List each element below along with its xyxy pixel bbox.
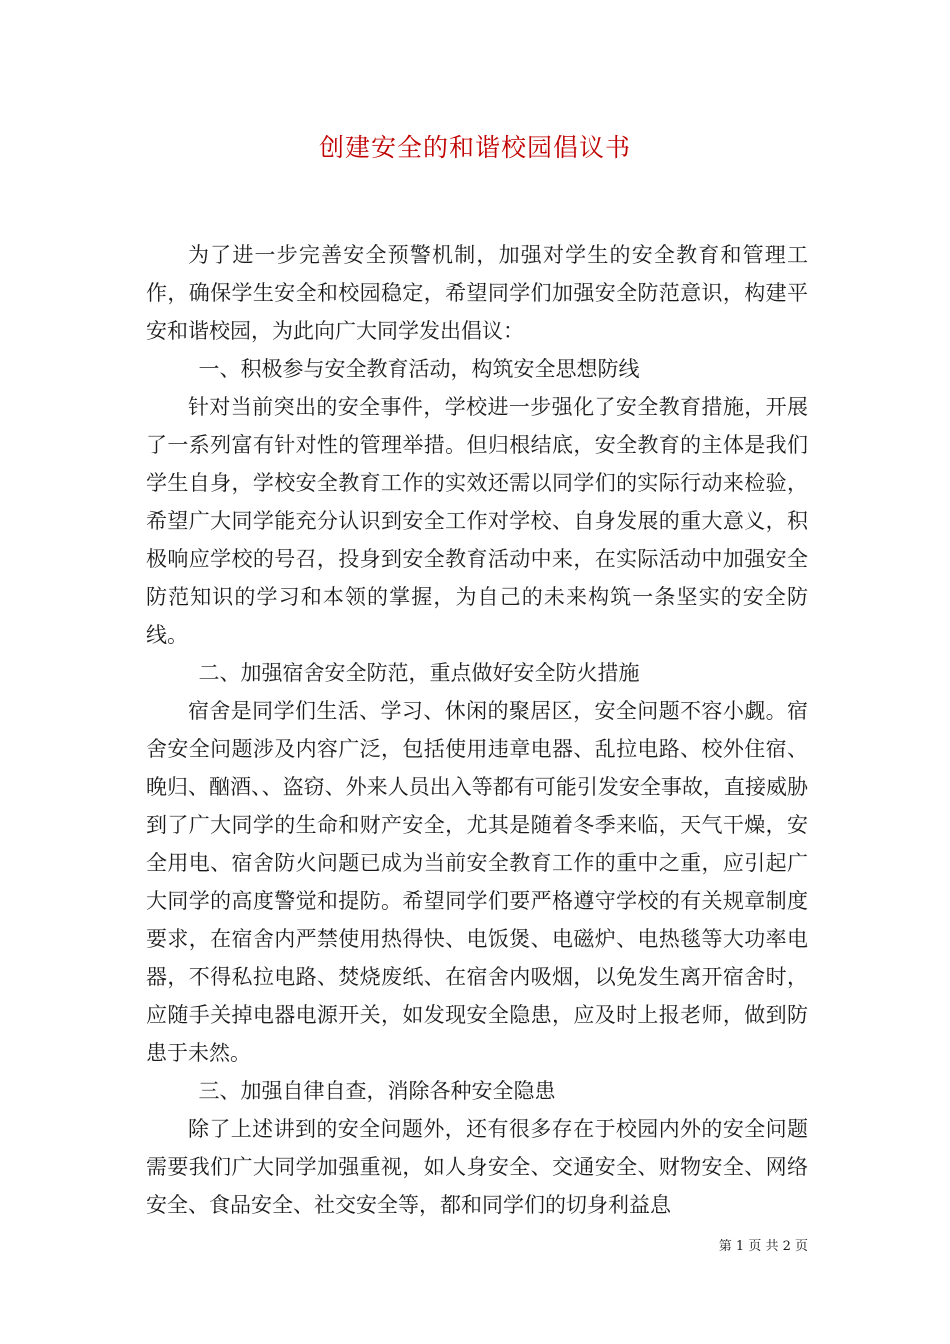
- document-body: [146, 236, 808, 1224]
- section-paragraph-2: 宿舍是同学们生活、学习、休闲的聚居区，安全问题不容小觑。宿舍安全问题涉及内容广泛，包括使用违章电器、乱拉电路、校外住宿、晚归、酗酒、、盗窃、外来人员出入等都有可能引发安全事故，直接威胁到了广大同学的生命和财产安全，尤其是随着冬季来临，天气干燥，安全用电、宿舍防火问题已成为当前安全教育工作的重中之重，应引起广大同学的高度警觉和提防。希望同学们要严格遵守学校的有关规章制度要求，在宿舍内严禁使用热得快、电饭煲、电磁炉、电热毯等大功率电器，不得私拉电路、焚烧废纸、在宿舍内吸烟，以免发生离开宿舍时，应随手关掉电器电源开关，如发现安全隐患，应及时上报老师，做到防患于未然。: [146, 699, 808, 1065]
- section-heading-2: 二、加强宿舍安全防范，重点做好安全防火措施: [198, 661, 640, 685]
- document-title: 创建安全的和谐校园倡议书: [318, 133, 631, 162]
- section-paragraph-3: 除了上述讲到的安全问题外，还有很多存在于校园内外的安全问题需要我们广大同学加强重视，如人身安全、交通安全、财物安全、网络安全、食品安全、社交安全等，都和同学们的切身利益息: [146, 1117, 808, 1217]
- section-heading-3: 三、加强自律自查，消除各种安全隐患: [198, 1079, 556, 1103]
- section-heading-1: 一、积极参与安全教育活动，构筑安全思想防线: [198, 357, 640, 381]
- intro-paragraph: 为了进一步完善安全预警机制，加强对学生的安全教育和管理工作，确保学生安全和校园稳定，希望同学们加强安全防范意识，构建平安和谐校园，为此向广大同学发出倡议：: [146, 243, 808, 343]
- section-paragraph-1: 针对当前突出的安全事件，学校进一步强化了安全教育措施，开展了一系列富有针对性的管理举措。但归根结底，安全教育的主体是我们学生自身，学校安全教育工作的实效还需以同学们的实际行动来检验，希望广大同学能充分认识到安全工作对学校、自身发展的重大意义，积极响应学校的号召，投身到安全教育活动中来，在实际活动中加强安全防范知识的学习和本领的掌握，为自己的未来构筑一条坚实的安全防线。: [146, 395, 808, 647]
- page-number-footer: 第 1 页 共 2 页: [718, 1239, 808, 1254]
